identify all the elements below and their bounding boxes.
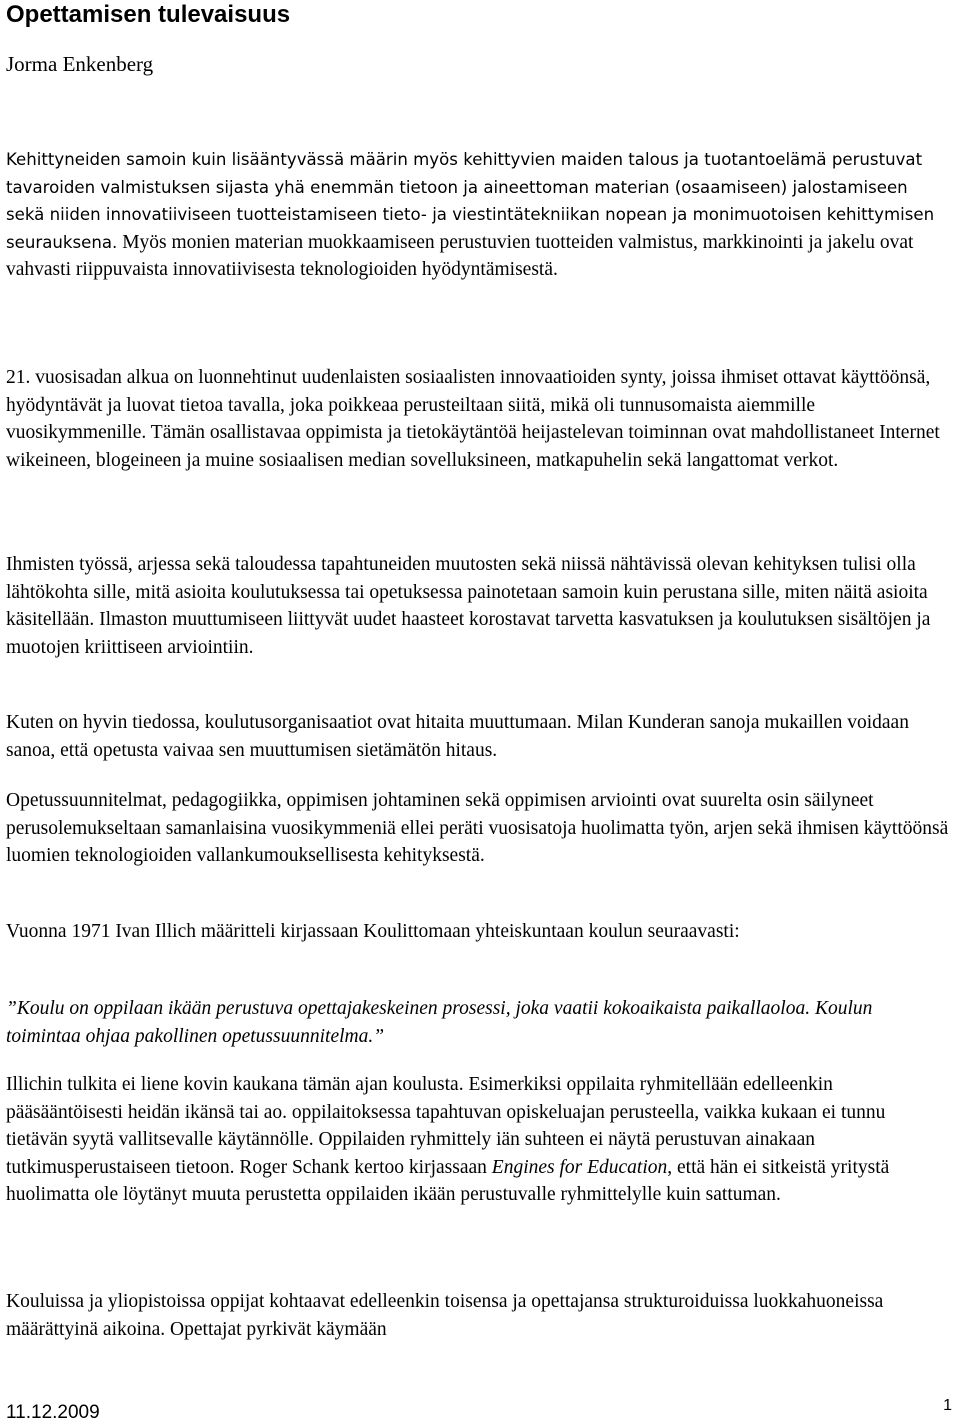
paragraph-3: Ihmisten työssä, arjessa sekä taloudessa tapahtuneiden muutosten sekä niissä nähtävissä olevan kehityksen tulisi olla lähtökohta sille, mitä asioita koulutuksessa tai opetuksessa painotetaan samoin kuin perustana sille, miten näitä asioita käsitellään. Ilmaston muuttumiseen liittyvät uudet haasteet korostavat tarvetta kasvatuksen ja koulutuksen sisältöjen ja muotojen kriittiseen arviointiin. (6, 554, 931, 658)
footer-date: 11.12.2009 (6, 1402, 100, 1423)
page-number: 1 (943, 1397, 952, 1414)
paragraph-1-sans-text: Kehittyneiden samoin kuin lisääntyvässä määrin myös kehittyvien maiden talous ja tuotantoelämä perustuvat tavaroiden valmistuksen sijasta yhä enemmän tietoon ja aineettoman materian (osaamiseen) jalostamiseen sekä niiden innovatiiviseen tuotteistamiseen tieto- ja viestintätekniikan nopean ja monimuotoisen kehittymisen seurauksena. (6, 150, 935, 252)
paragraph-5: Opetussuunnitelmat, pedagogiikka, oppimisen johtaminen sekä oppimisen arviointi ovat suurelta osin säilyneet perusolemukseltaan samanlaisina vuosikymmeniä ellei peräti vuosisatoja huolimatta työn, arjen sekä ihmisen käyttöönsä luomien teknologioiden vallankumouksellisesta kehityksestä. (6, 790, 949, 867)
author-name: Jorma Enkenberg (6, 52, 154, 76)
illich-quote: ”Koulu on oppilaan ikään perustuva opettajakeskeinen prosessi, joka vaatii kokoaikaista paikallaoloa. Koulun toimintaa ohjaa pakollinen opetussuunnitelma.” (6, 998, 873, 1047)
page-title: Opettamisen tulevaisuus (6, 1, 291, 28)
document-page (6, 0, 954, 1427)
paragraph-8: Kouluissa ja yliopistoissa oppijat kohtaavat edelleenkin toisensa ja opettajansa strukturoiduissa luokkahuoneissa määrättyinä aikoina. Opettajat pyrkivät käymään (6, 1291, 884, 1340)
paragraph-7-text-a: Illichin tulkita ei liene kovin kaukana tämän ajan koulusta. Esimerkiksi oppilaita ryhmitellään edelleenkin pääsääntöisesti heidän ikänsä tai ao. oppilaitoksessa tapahtuvan opiskeluajan perusteella, vaikka kukaan ei tunnu tietävän syytä vallitsevalle käytännölle. Oppilaiden ryhmittely iän suhteen ei näytä perustuvan ainakaan tutkimusperustaiseen tietoon. Roger Schank kertoo kirjassaan (6, 1074, 886, 1178)
paragraph-2: 21. vuosisadan alkua on luonnehtinut uudenlaisten sosiaalisten innovaatioiden synty, joissa ihmiset ottavat käyttöönsä, hyödyntävät ja luovat tietoa tavalla, joka poikkeaa perusteiltaan siitä, mikä oli tunnusomaista aiemmille vuosikymmenille. Tämän osallistavaa oppimista ja tietokäytäntöä heijastelevan toiminnan ovat mahdollistaneet Internet wikeineen, blogeineen ja muine sosiaalisen median sovelluksineen, matkapuhelin sekä langattomat verkot. (6, 367, 940, 471)
paragraph-1-serif-text: Myös monien materian muokkaamiseen perustuvien tuotteiden valmistus, markkinointi ja jakelu ovat vahvasti riippuvaista innovatiivisesta teknologioiden hyödyntämisestä. (6, 231, 914, 281)
paragraph-1 (6, 146, 950, 284)
paragraph-7 (6, 1071, 950, 1209)
paragraph-4: Kuten on hyvin tiedossa, koulutusorganisaatiot ovat hitaita muuttumaan. Milan Kunderan sanoja mukaillen voidaan sanoa, että opetusta vaivaa sen muuttumisen sietämätön hitaus. (6, 712, 909, 761)
book-title-engines-for-education: Engines for Education (491, 1156, 668, 1178)
paragraph-6: Vuonna 1971 Ivan Illich määritteli kirjassaan Koulittomaan yhteiskuntaan koulun seuraavasti: (6, 921, 740, 942)
paragraph-7-text-b: , että hän ei sitkeistä yritystä huolimatta ole löytänyt muuta perustetta oppilaiden ikään perustuvalle ryhmittelylle kuin sattuman. (6, 1156, 890, 1206)
